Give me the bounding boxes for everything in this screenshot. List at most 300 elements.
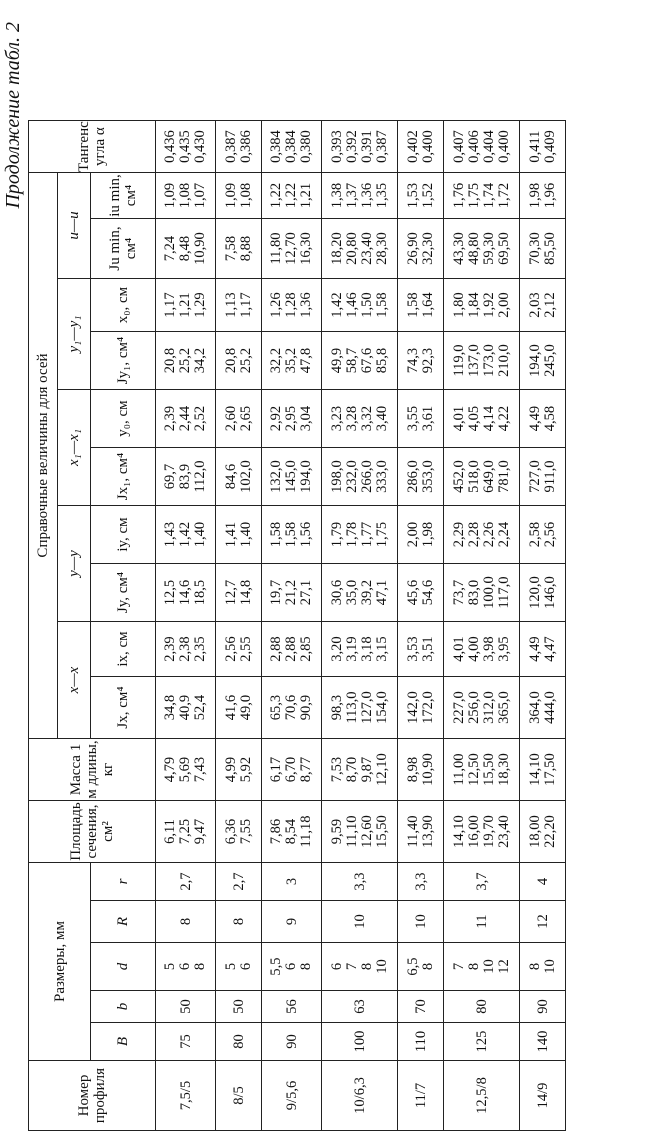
value-mass: 7,53: [328, 756, 345, 783]
value-ix: 2,39: [162, 636, 178, 662]
value-Jx1: 198,0: [328, 460, 345, 493]
value-Jy1: 32,2: [268, 347, 284, 374]
cell-dim-d: [322, 943, 398, 991]
header-mass: Масса 1 м длины, кг: [29, 739, 156, 801]
cell-y0: [520, 390, 566, 448]
cell-y0: [398, 390, 444, 448]
table-row: [322, 121, 398, 1131]
cell-dim-b: 50: [216, 991, 262, 1023]
cell-y0: [444, 390, 520, 448]
header-axis-yy: y—y: [58, 506, 91, 622]
value-Jumin: 70,30: [526, 232, 543, 265]
cell-ix: [262, 622, 322, 677]
value-Jx1: 333,0: [373, 460, 390, 493]
value-Jy1: 194,0: [526, 344, 543, 377]
value-iumin: 1,08: [237, 182, 254, 209]
value-dim-d: 6,5: [404, 957, 421, 976]
value-x0: 1,28: [283, 292, 299, 318]
cell-Jx1: [216, 448, 262, 506]
value-Jy: 47,1: [373, 579, 390, 606]
value-mass: 8,98: [404, 756, 421, 783]
value-Jy1: 119,0: [450, 344, 467, 377]
value-area: 11,40: [404, 815, 421, 848]
value-mass: 7,43: [192, 756, 208, 783]
cell-y0: [216, 390, 262, 448]
value-Jx: 127,0: [358, 691, 375, 724]
value-area: 6,36: [222, 818, 239, 845]
header-B: B: [91, 1023, 156, 1061]
value-Jy1: 74,3: [404, 347, 421, 374]
value-Jy: 100,0: [480, 576, 497, 609]
value-tan: 0,404: [480, 130, 497, 163]
value-dim-d: 5: [222, 962, 239, 971]
value-mass: 6,17: [268, 756, 284, 783]
header-y0: y₀, см: [91, 390, 156, 448]
value-y0: 2,44: [177, 405, 193, 432]
value-iumin: 1,22: [268, 182, 284, 209]
value-Jy1: 25,2: [237, 347, 254, 374]
value-ix: 4,49: [526, 636, 543, 662]
value-Jy: 39,2: [358, 579, 375, 606]
cell-Jy1: [156, 332, 216, 390]
cell-dim-b: 63: [322, 991, 398, 1023]
value-x0: 1,58: [404, 292, 421, 318]
value-Jx1: 232,0: [343, 460, 360, 493]
value-mass: 18,30: [495, 753, 512, 786]
cell-tan: [520, 121, 566, 173]
value-Jx: 172,0: [419, 691, 436, 724]
value-iumin: 1,08: [177, 182, 193, 209]
value-ix: 2,38: [177, 636, 193, 662]
header-dimensions: Размеры, мм: [29, 863, 91, 1061]
value-Jy: 146,0: [541, 576, 558, 609]
cell-Jx1: [156, 448, 216, 506]
value-x0: 2,00: [495, 292, 512, 318]
value-tan: 0,386: [237, 130, 254, 163]
cell-Jy: [262, 564, 322, 622]
cell-profile-number: 12,5/8: [444, 1061, 520, 1131]
cell-dim-r: 3,3: [322, 863, 398, 901]
value-area: 7,86: [268, 818, 284, 845]
value-Jumin: 11,80: [268, 232, 284, 265]
value-tan: 0,392: [343, 130, 360, 163]
value-Jx: 34,8: [162, 694, 178, 721]
cell-profile-number: 8/5: [216, 1061, 262, 1131]
value-Jumin: 48,80: [465, 232, 482, 265]
value-ix: 2,88: [268, 636, 284, 662]
header-x0: x₀, см: [91, 279, 156, 332]
cell-dim-d: [444, 943, 520, 991]
value-Jx: 49,0: [237, 694, 254, 721]
value-Jy: 19,7: [268, 579, 284, 606]
value-Jy: 73,7: [450, 579, 467, 606]
value-dim-d: 6: [328, 962, 345, 971]
cell-y0: [322, 390, 398, 448]
cell-iumin: [520, 173, 566, 219]
value-tan: 0,380: [298, 130, 314, 163]
value-dim-d: 8: [526, 962, 543, 971]
value-dim-d: 8: [298, 962, 314, 971]
value-Jumin: 59,30: [480, 232, 497, 265]
value-tan: 0,411: [526, 130, 543, 163]
cell-dim-d: [156, 943, 216, 991]
value-dim-d: 6: [283, 962, 299, 971]
value-Jx1: 69,7: [162, 463, 178, 490]
cell-iy: [398, 506, 444, 564]
value-Jumin: 8,88: [237, 235, 254, 262]
value-iumin: 1,09: [162, 182, 178, 209]
header-iy: iy, см: [91, 506, 156, 564]
value-iumin: 1,76: [450, 182, 467, 209]
value-Jx1: 145,0: [283, 460, 299, 493]
cell-dim-R: 11: [444, 901, 520, 943]
value-mass: 4,99: [222, 756, 239, 783]
value-Jumin: 28,30: [373, 232, 390, 265]
value-Jy: 83,0: [465, 579, 482, 606]
value-mass: 12,10: [373, 753, 390, 786]
cell-x0: [520, 279, 566, 332]
value-iumin: 1,74: [480, 182, 497, 209]
value-dim-d: 8: [465, 962, 482, 971]
value-x0: 1,84: [465, 292, 482, 318]
value-tan: 0,400: [419, 130, 436, 163]
cell-area: [156, 801, 216, 863]
cell-Jy: [520, 564, 566, 622]
value-Jx1: 84,6: [222, 463, 239, 490]
value-Jx1: 518,0: [465, 460, 482, 493]
value-ix: 2,55: [237, 636, 254, 662]
value-Jumin: 26,90: [404, 232, 421, 265]
cell-dim-r: 2,7: [156, 863, 216, 901]
value-dim-d: 8: [358, 962, 375, 971]
cell-Jumin: [262, 219, 322, 279]
value-dim-d: 12: [495, 959, 512, 974]
value-y0: 4,58: [541, 405, 558, 432]
value-Jx1: 132,0: [268, 460, 284, 493]
value-Jy1: 245,0: [541, 344, 558, 377]
cell-mass: [262, 739, 322, 801]
cell-dim-R: 8: [216, 901, 262, 943]
value-iumin: 1,09: [222, 182, 239, 209]
cell-Jy1: [520, 332, 566, 390]
value-iumin: 1,37: [343, 182, 360, 209]
value-Jy: 45,6: [404, 579, 421, 606]
value-Jx: 40,9: [177, 694, 193, 721]
value-Jx: 154,0: [373, 691, 390, 724]
value-Jumin: 8,48: [177, 235, 193, 262]
value-iy: 2,29: [450, 521, 467, 548]
cell-dim-r: 2,7: [216, 863, 262, 901]
value-Jx1: 286,0: [404, 460, 421, 493]
cell-Jx: [444, 677, 520, 739]
value-dim-d: 5,5: [268, 957, 284, 976]
value-x0: 1,21: [177, 292, 193, 318]
cell-Jx1: [520, 448, 566, 506]
value-Jx: 444,0: [541, 691, 558, 724]
header-r: r: [91, 863, 156, 901]
cell-ix: [444, 622, 520, 677]
cell-Jumin: [156, 219, 216, 279]
value-Jx1: 911,0: [541, 460, 558, 493]
header-b: b: [91, 991, 156, 1023]
cell-dim-R: 10: [398, 901, 444, 943]
value-Jx1: 727,0: [526, 460, 543, 493]
value-mass: 12,50: [465, 753, 482, 786]
value-Jx1: 452,0: [450, 460, 467, 493]
value-iy: 2,26: [480, 521, 497, 548]
value-tan: 0,391: [358, 130, 375, 163]
cell-x0: [216, 279, 262, 332]
cell-Jx: [262, 677, 322, 739]
header-Jumin: Ju min, см⁴: [91, 219, 156, 279]
value-Jx: 142,0: [404, 691, 421, 724]
value-y0: 3,04: [298, 405, 314, 432]
value-iy: 1,75: [373, 521, 390, 548]
cell-Jx: [322, 677, 398, 739]
value-tan: 0,407: [450, 130, 467, 163]
value-iy: 2,00: [404, 521, 421, 548]
value-dim-d: 7: [450, 962, 467, 971]
cell-Jumin: [398, 219, 444, 279]
value-y0: 2,95: [283, 405, 299, 432]
cell-y0: [262, 390, 322, 448]
value-mass: 9,87: [358, 756, 375, 783]
value-x0: 1,64: [419, 292, 436, 318]
cell-ix: [322, 622, 398, 677]
value-iumin: 1,22: [283, 182, 299, 209]
value-iy: 1,77: [358, 521, 375, 548]
value-area: 23,40: [495, 815, 512, 848]
cell-tan: [444, 121, 520, 173]
cell-profile-number: 14/9: [520, 1061, 566, 1131]
value-area: 15,50: [373, 815, 390, 848]
value-Jy: 30,6: [328, 579, 345, 606]
value-mass: 8,70: [343, 756, 360, 783]
value-Jx1: 649,0: [480, 460, 497, 493]
value-ix: 4,01: [450, 636, 467, 662]
value-iumin: 1,72: [495, 182, 512, 209]
cell-iumin: [216, 173, 262, 219]
value-ix: 2,88: [283, 636, 299, 662]
cell-area: [444, 801, 520, 863]
cell-ix: [216, 622, 262, 677]
value-mass: 15,50: [480, 753, 497, 786]
value-dim-d: 6: [237, 962, 254, 971]
cell-profile-number: 11/7: [398, 1061, 444, 1131]
header-Jy1: Jy₁, см⁴: [91, 332, 156, 390]
cell-area: [322, 801, 398, 863]
cell-tan: [216, 121, 262, 173]
value-Jumin: 20,80: [343, 232, 360, 265]
value-Jy1: 47,8: [298, 347, 314, 374]
cell-dim-B: 110: [398, 1023, 444, 1061]
value-Jy1: 85,8: [373, 347, 390, 374]
value-mass: 6,70: [283, 756, 299, 783]
cell-Jy: [156, 564, 216, 622]
cell-iy: [262, 506, 322, 564]
value-y0: 3,40: [373, 405, 390, 432]
value-tan: 0,387: [222, 130, 239, 163]
value-area: 7,55: [237, 818, 254, 845]
value-iumin: 1,98: [526, 182, 543, 209]
cell-x0: [262, 279, 322, 332]
value-mass: 17,50: [541, 753, 558, 786]
value-Jumin: 85,50: [541, 232, 558, 265]
cell-iy: [520, 506, 566, 564]
value-x0: 1,29: [192, 292, 208, 318]
cell-mass: [156, 739, 216, 801]
cell-dim-R: 10: [322, 901, 398, 943]
value-iy: 2,56: [541, 521, 558, 548]
value-y0: 4,14: [480, 405, 497, 432]
value-iy: 1,56: [298, 521, 314, 548]
cell-dim-d: [520, 943, 566, 991]
value-dim-d: 10: [541, 959, 558, 974]
value-y0: 3,61: [419, 405, 436, 432]
value-Jy1: 20,8: [222, 347, 239, 374]
header-d: d: [91, 943, 156, 991]
cell-Jumin: [444, 219, 520, 279]
value-Jx: 52,4: [192, 694, 208, 721]
header-iumin: iu min, см⁴: [91, 173, 156, 219]
value-x0: 1,36: [298, 292, 314, 318]
value-x0: 1,58: [373, 292, 390, 318]
value-Jy: 14,8: [237, 579, 254, 606]
value-y0: 2,39: [162, 405, 178, 432]
value-mass: 14,10: [526, 753, 543, 786]
value-iumin: 1,96: [541, 182, 558, 209]
value-tan: 0,436: [162, 130, 178, 163]
value-area: 6,11: [162, 819, 178, 844]
value-x0: 1,42: [328, 292, 345, 318]
cell-x0: [156, 279, 216, 332]
value-tan: 0,384: [268, 130, 284, 163]
value-dim-d: 10: [373, 959, 390, 974]
value-Jy: 18,5: [192, 579, 208, 606]
value-area: 9,47: [192, 818, 208, 845]
cell-dim-B: 140: [520, 1023, 566, 1061]
value-x0: 1,92: [480, 292, 497, 318]
value-mass: 10,90: [419, 753, 436, 786]
value-x0: 1,13: [222, 292, 239, 318]
value-iy: 1,79: [328, 521, 345, 548]
value-area: 7,25: [177, 818, 193, 845]
value-Jy: 12,7: [222, 579, 239, 606]
cell-Jy: [322, 564, 398, 622]
value-ix: 2,56: [222, 636, 239, 662]
header-Jx1: Jx₁, см⁴: [91, 448, 156, 506]
cell-iumin: [156, 173, 216, 219]
value-x0: 1,26: [268, 292, 284, 318]
cell-mass: [444, 739, 520, 801]
cell-mass: [520, 739, 566, 801]
cell-mass: [322, 739, 398, 801]
value-tan: 0,400: [495, 130, 512, 163]
value-ix: 2,35: [192, 636, 208, 662]
cell-iumin: [322, 173, 398, 219]
cell-Jx1: [398, 448, 444, 506]
value-Jumin: 7,24: [162, 235, 178, 262]
value-mass: 4,79: [162, 756, 178, 783]
header-ix: ix, см: [91, 622, 156, 677]
value-iumin: 1,36: [358, 182, 375, 209]
cell-dim-R: 12: [520, 901, 566, 943]
value-x0: 1,46: [343, 292, 360, 318]
cell-dim-r: 3,7: [444, 863, 520, 901]
header-axis-x1: x₁—x₁: [58, 390, 91, 506]
cell-Jy: [398, 564, 444, 622]
cell-Jy1: [398, 332, 444, 390]
value-ix: 3,15: [373, 636, 390, 662]
cell-profile-number: 7,5/5: [156, 1061, 216, 1131]
value-iy: 1,98: [419, 521, 436, 548]
value-Jx: 227,0: [450, 691, 467, 724]
table-row: [262, 121, 322, 1131]
cell-dim-r: 3: [262, 863, 322, 901]
value-iumin: 1,35: [373, 182, 390, 209]
value-mass: 5,69: [177, 756, 193, 783]
value-Jx1: 266,0: [358, 460, 375, 493]
value-area: 19,70: [480, 815, 497, 848]
cell-area: [398, 801, 444, 863]
value-area: 8,54: [283, 818, 299, 845]
cell-dim-d: [262, 943, 322, 991]
value-Jy1: 58,7: [343, 347, 360, 374]
cell-Jx: [216, 677, 262, 739]
value-Jy: 21,2: [283, 579, 299, 606]
header-tangent: Тангенс угла α: [29, 121, 156, 173]
value-Jumin: 43,30: [450, 232, 467, 265]
cell-dim-R: 8: [156, 901, 216, 943]
cell-mass: [216, 739, 262, 801]
value-Jx: 364,0: [526, 691, 543, 724]
cell-tan: [322, 121, 398, 173]
value-ix: 4,47: [541, 636, 558, 662]
cell-Jy1: [262, 332, 322, 390]
value-iy: 1,78: [343, 521, 360, 548]
value-area: 11,10: [343, 815, 360, 848]
value-Jx: 256,0: [465, 691, 482, 724]
value-iumin: 1,21: [298, 182, 314, 209]
value-area: 16,00: [465, 815, 482, 848]
value-x0: 1,50: [358, 292, 375, 318]
value-y0: 4,05: [465, 405, 482, 432]
value-Jy1: 67,6: [358, 347, 375, 374]
header-R: R: [91, 901, 156, 943]
value-Jy: 117,0: [495, 576, 512, 609]
value-Jx: 90,9: [298, 694, 314, 721]
value-iy: 1,43: [162, 521, 178, 548]
value-tan: 0,393: [328, 130, 345, 163]
value-ix: 3,51: [419, 636, 436, 662]
cell-dim-B: 125: [444, 1023, 520, 1061]
value-mass: 5,92: [237, 756, 254, 783]
cell-Jy: [444, 564, 520, 622]
value-Jumin: 7,58: [222, 235, 239, 262]
cell-dim-b: 50: [156, 991, 216, 1023]
cell-tan: [398, 121, 444, 173]
cell-profile-number: 9/5,6: [262, 1061, 322, 1131]
value-y0: 3,32: [358, 405, 375, 432]
value-Jx: 65,3: [268, 694, 284, 721]
value-iy: 1,42: [177, 521, 193, 548]
cell-ix: [520, 622, 566, 677]
value-Jy1: 137,0: [465, 344, 482, 377]
cell-dim-d: [216, 943, 262, 991]
value-y0: 2,52: [192, 405, 208, 432]
value-x0: 1,17: [162, 292, 178, 318]
value-Jumin: 16,30: [298, 232, 314, 265]
